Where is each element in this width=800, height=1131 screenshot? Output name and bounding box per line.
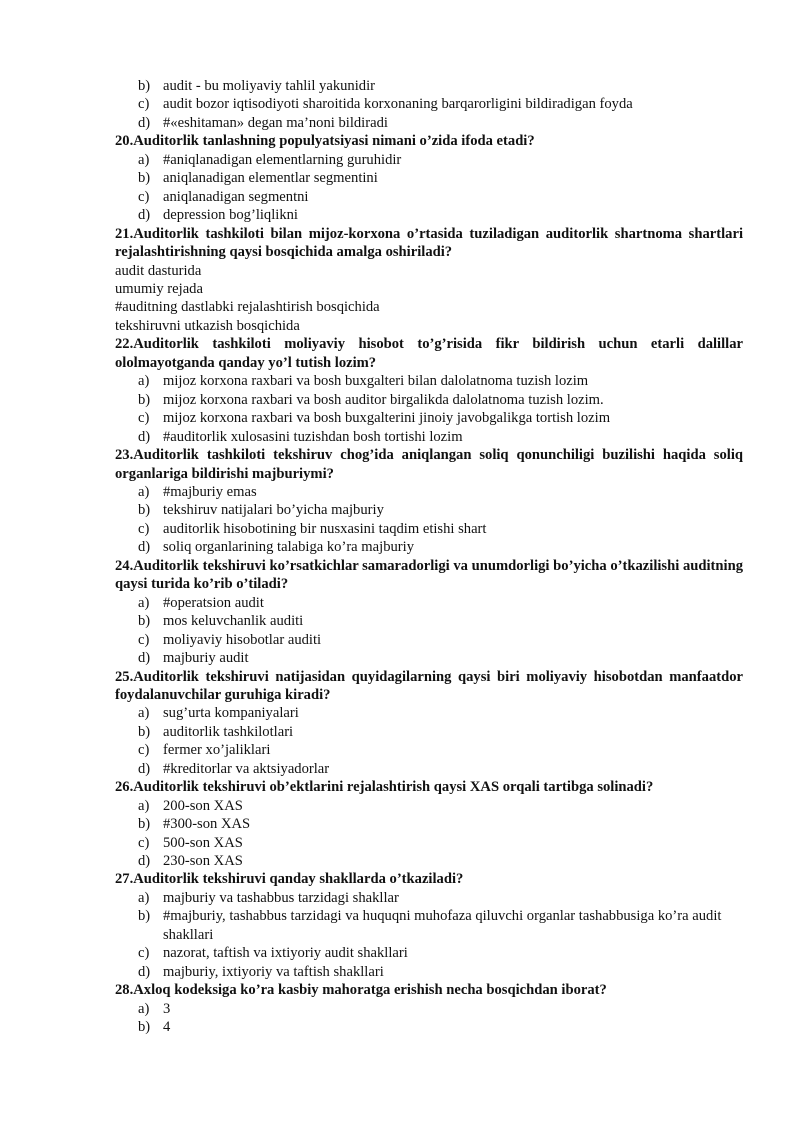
answer-option [115,704,743,722]
test-questions [115,77,743,1037]
option-text: #majburiy emas [163,483,257,500]
question-heading: 26.Auditorlik tekshiruvi ob’ektlarini rejalashtirish qaysi XAS orqali tartibga solinadi? [115,779,654,796]
answer-option [115,907,743,944]
answer-option [115,889,743,907]
option-letter: a) [138,594,150,611]
option-text: #300-son XAS [163,816,251,833]
option-letter: c) [138,834,150,851]
option-text: 200-son XAS [163,797,243,814]
option-text: #kreditorlar va aktsiyadorlar [163,760,330,777]
option-text: #majburiy, tashabbus tarzidagi va huquqni muhofaza qiluvchi organlar tashabbusiga ko’ra audit shakllari [163,908,722,943]
option-letter: a) [138,1000,150,1017]
option-text: audit bozor iqtisodiyoti sharoitida korxonaning barqarorligini bildiradigan foyda [163,96,633,113]
answer-option [115,944,743,962]
option-letter: c) [138,96,150,113]
answer-option [115,428,743,446]
option-letter: c) [138,410,150,427]
option-text: aniqlanadigan elementlar segmentini [163,170,378,187]
answer-option [115,501,743,519]
answer-line: tekshiruvni utkazish bosqichida [115,317,300,334]
option-text: fermer xo’jaliklari [163,742,271,759]
question-heading: 21.Auditorlik tashkiloti bilan mijoz-korxona o’rtasida tuziladigan auditorlik shartnoma shartlari rejalashtirishning qaysi bosqichida amalga oshiriladi? [115,225,743,261]
option-letter: b) [138,391,151,408]
option-letter: b) [138,502,151,519]
question-heading: 28.Axloq kodeksiga ko’ra kasbiy mahoratga erishish necha bosqichdan iborat? [115,982,607,999]
answer-line: #auditning dastlabki rejalashtirish bosqichida [115,299,380,316]
option-letter: c) [138,945,150,962]
option-letter: c) [138,520,150,537]
option-letter: a) [138,797,150,814]
answer-option [115,963,743,981]
option-text: 3 [163,1000,171,1017]
answer-option [115,391,743,409]
option-letter: d) [138,650,151,667]
answer-option [115,151,743,169]
answer-option [115,741,743,759]
option-letter: a) [138,151,150,168]
answer-option [115,169,743,187]
answer-option [115,815,743,833]
question-heading: 20.Auditorlik tanlashning populyatsiyasi nimani o’zida ifoda etadi? [115,133,535,150]
option-letter: b) [138,613,151,630]
option-text: sug’urta kompaniyalari [163,705,299,722]
answer-option [115,723,743,741]
answer-option [115,834,743,852]
option-text: soliq organlarining talabiga ko’ra majburiy [163,539,415,556]
answer-option [115,372,743,390]
option-text: depression bog’liqlikni [163,207,298,224]
option-letter: d) [138,207,151,224]
option-letter: a) [138,483,150,500]
question-heading: 24.Auditorlik tekshiruvi ko’rsatkichlar samaradorligi va unumdorligi bo’yicha o’tkazilishi auditning qaysi turida ko’rib o’tiladi? [115,557,743,593]
question-heading: 22.Auditorlik tashkiloti moliyaviy hisobot to’g’risida fikr bildirish uchun etarli dalillar ololmayotganda qanday yo’l tutish lozim? [115,336,743,371]
option-text: #aniqlanadigan elementlarning guruhidir [163,151,402,168]
option-letter: a) [138,889,150,906]
option-text: auditorlik tashkilotlari [163,723,294,740]
answer-option [115,649,743,667]
option-letter: a) [138,373,150,390]
option-letter: b) [138,816,151,833]
option-letter: d) [138,853,151,870]
answer-option [115,188,743,206]
option-text: nazorat, taftish va ixtiyoriy audit shakllari [163,945,408,962]
answer-option [115,206,743,224]
option-letter: d) [138,760,151,777]
option-text: 230-son XAS [163,853,243,870]
answer-option [115,1018,743,1036]
option-letter: c) [138,742,150,759]
answer-option [115,1000,743,1018]
option-letter: c) [138,631,150,648]
option-text: mijoz korxona raxbari va bosh auditor birgalikda dalolatnoma tuzish lozim. [163,391,604,408]
answer-option [115,612,743,630]
answer-option [115,77,743,95]
option-letter: c) [138,188,150,205]
option-text: mijoz korxona raxbari va bosh buxgalterini jinoiy javobgalikga tortish lozim [163,410,611,427]
option-letter: b) [138,1019,151,1036]
answer-option [115,520,743,538]
option-text: 500-son XAS [163,834,243,851]
option-text: majburiy, ixtiyoriy va taftish shakllari [163,963,384,980]
option-text: #operatsion audit [163,594,264,611]
option-text: moliyaviy hisobotlar auditi [163,631,322,648]
answer-option [115,409,743,427]
answer-option [115,95,743,113]
option-text: aniqlanadigan segmentni [163,188,309,205]
question-heading: 27.Auditorlik tekshiruvi qanday shakllarda o’tkaziladi? [115,871,464,888]
option-text: mos keluvchanlik auditi [163,613,304,630]
question-heading: 23.Auditorlik tashkiloti tekshiruv chog’ida aniqlangan soliq qonunchiligi buzilishi haqida soliq organlariga bildirishi majburiymi? [115,447,743,482]
option-text: tekshiruv natijalari bo’yicha majburiy [163,502,384,519]
answer-option [115,538,743,556]
answer-option [115,760,743,778]
answer-option [115,114,743,132]
option-text: majburiy va tashabbus tarzidagi shakllar [163,889,399,906]
option-letter: b) [138,170,151,187]
answer-option [115,797,743,815]
option-text: 4 [163,1019,171,1036]
option-text: #«eshitaman» degan ma’noni bildiradi [163,114,388,131]
option-text: audit - bu moliyaviy tahlil yakunidir [163,78,375,94]
option-letter: d) [138,428,151,445]
option-text: #auditorlik xulosasini tuzishdan bosh tortishi lozim [163,428,463,445]
answer-option [115,852,743,870]
option-text: auditorlik hisobotining bir nusxasini taqdim etishi shart [163,520,487,537]
option-letter: d) [138,114,151,131]
answer-option [115,483,743,501]
question-heading: 25.Auditorlik tekshiruvi natijasidan quyidagilarning qaysi biri moliyaviy hisobotdan manfaatdor foydalanuvchilar guruhiga kiradi? [115,668,743,703]
answer-option [115,594,743,612]
option-letter: a) [138,705,150,722]
option-letter: d) [138,963,151,980]
option-letter: b) [138,908,151,925]
answer-line: umumiy rejada [115,280,203,297]
answer-option [115,631,743,649]
option-text: majburiy audit [163,650,249,667]
option-letter: d) [138,539,151,556]
option-letter: b) [138,78,151,94]
option-letter: b) [138,723,151,740]
option-text: mijoz korxona raxbari va bosh buxgalteri bilan dalolatnoma tuzish lozim [163,373,589,390]
answer-line: audit dasturida [115,262,202,279]
